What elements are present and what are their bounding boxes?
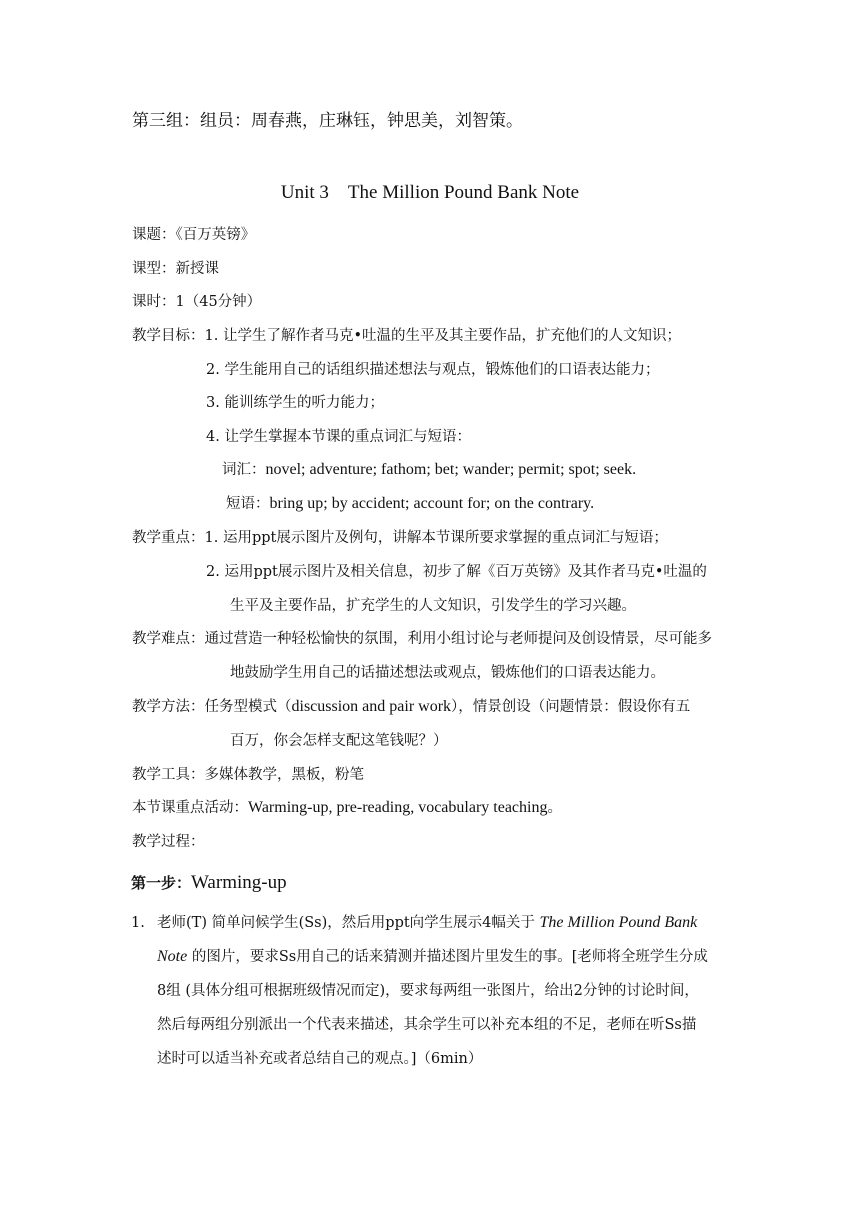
objective-1: 教学目标：1. 让学生了解作者马克•吐温的生平及其主要作品，扩充他们的人文知识； xyxy=(132,328,681,344)
item-1-line-4: 然后每两组分别派出一个代表来描述，其余学生可以补充本组的不足，老师在听Ss描 xyxy=(157,1017,697,1033)
difficulties-2: 地鼓励学生用自己的话描述想法或观点，锻炼他们的口语表达能力。 xyxy=(230,665,665,681)
objective-3: 3. 能训练学生的听力能力； xyxy=(206,395,384,411)
key-points-3: 生平及主要作品，扩充学生的人文知识，引发学生的学习兴趣。 xyxy=(230,598,636,614)
vocabulary-label: 词汇： xyxy=(222,462,266,478)
item-1-line-5: 述时可以适当补充或者总结自己的观点。]（6min） xyxy=(157,1051,483,1067)
key-points-2: 2. 运用ppt展示图片及相关信息，初步了解《百万英镑》及其作者马克•吐温的 xyxy=(206,564,707,580)
vocabulary-list: novel; adventure; fathom; bet; wander; permit; spot; seek. xyxy=(265,461,637,478)
item-1-line-3: 8组 (具体分组可根据班级情况而定)，要求每两组一张图片，给出2分钟的讨论时间， xyxy=(157,983,699,999)
key-points-1: 教学重点：1. 运用ppt展示图片及例句，讲解本节课所要求掌握的重点词汇与短语； xyxy=(132,530,668,546)
activities-prefix: 本节课重点活动： xyxy=(132,800,248,816)
key-activities xyxy=(132,798,562,818)
document-title: Unit 3 The Million Pound Bank Note xyxy=(280,182,580,203)
methods-english: discussion and pair work xyxy=(291,698,452,715)
methods-suffix: ），情景创设（问题情景：假设你有五 xyxy=(451,699,691,715)
course-type: 课型：新授课 xyxy=(132,261,219,277)
item-1-line-2 xyxy=(157,947,708,967)
item-1-line-1 xyxy=(157,913,697,933)
course-duration: 课时：1（45分钟） xyxy=(132,294,262,310)
item-1-number: 1. xyxy=(131,915,145,931)
item-1-line-2-text: 的图片，要求Ss用自己的话来猜测并描述图片里发生的事。[老师将全班学生分成 xyxy=(191,949,708,965)
phrases-label: 短语： xyxy=(226,496,270,512)
group-members-line: 第三组：组员：周春燕，庄琳钰，钟思美，刘智策。 xyxy=(132,111,523,131)
phrases-line xyxy=(226,494,594,514)
teaching-tools: 教学工具：多媒体教学，黑板，粉笔 xyxy=(132,767,364,783)
activities-english: Warming-up, pre-reading, vocabulary teaching xyxy=(248,799,548,816)
book-title-part-1: The Million Pound Bank xyxy=(539,914,698,931)
activities-suffix: 。 xyxy=(547,800,562,816)
step-1-label: 第一步： xyxy=(131,874,192,892)
course-title: 课题：《百万英镑》 xyxy=(132,227,256,243)
process-label: 教学过程： xyxy=(132,834,205,850)
methods-prefix: 教学方法：任务型模式（ xyxy=(132,699,292,715)
step-1-heading xyxy=(131,873,287,893)
methods-line-1 xyxy=(132,697,690,717)
item-1-line-1-text: 老师(T) 简单问候学生(Ss)，然后用ppt向学生展示4幅关于 xyxy=(157,915,535,931)
step-1-name: Warming-up xyxy=(191,872,287,893)
phrases-list: bring up; by accident; account for; on the contrary. xyxy=(269,495,595,512)
vocabulary-line xyxy=(222,460,636,480)
difficulties-1: 教学难点：通过营造一种轻松愉快的氛围，利用小组讨论与老师提问及创设情景，尽可能多 xyxy=(132,631,712,647)
methods-line-2: 百万，你会怎样支配这笔钱呢？） xyxy=(230,733,448,749)
book-title-part-2: Note xyxy=(157,948,188,965)
objective-2: 2. 学生能用自己的话组织描述想法与观点，锻炼他们的口语表达能力； xyxy=(206,362,660,378)
objective-4: 4. 让学生掌握本节课的重点词汇与短语： xyxy=(206,429,471,445)
